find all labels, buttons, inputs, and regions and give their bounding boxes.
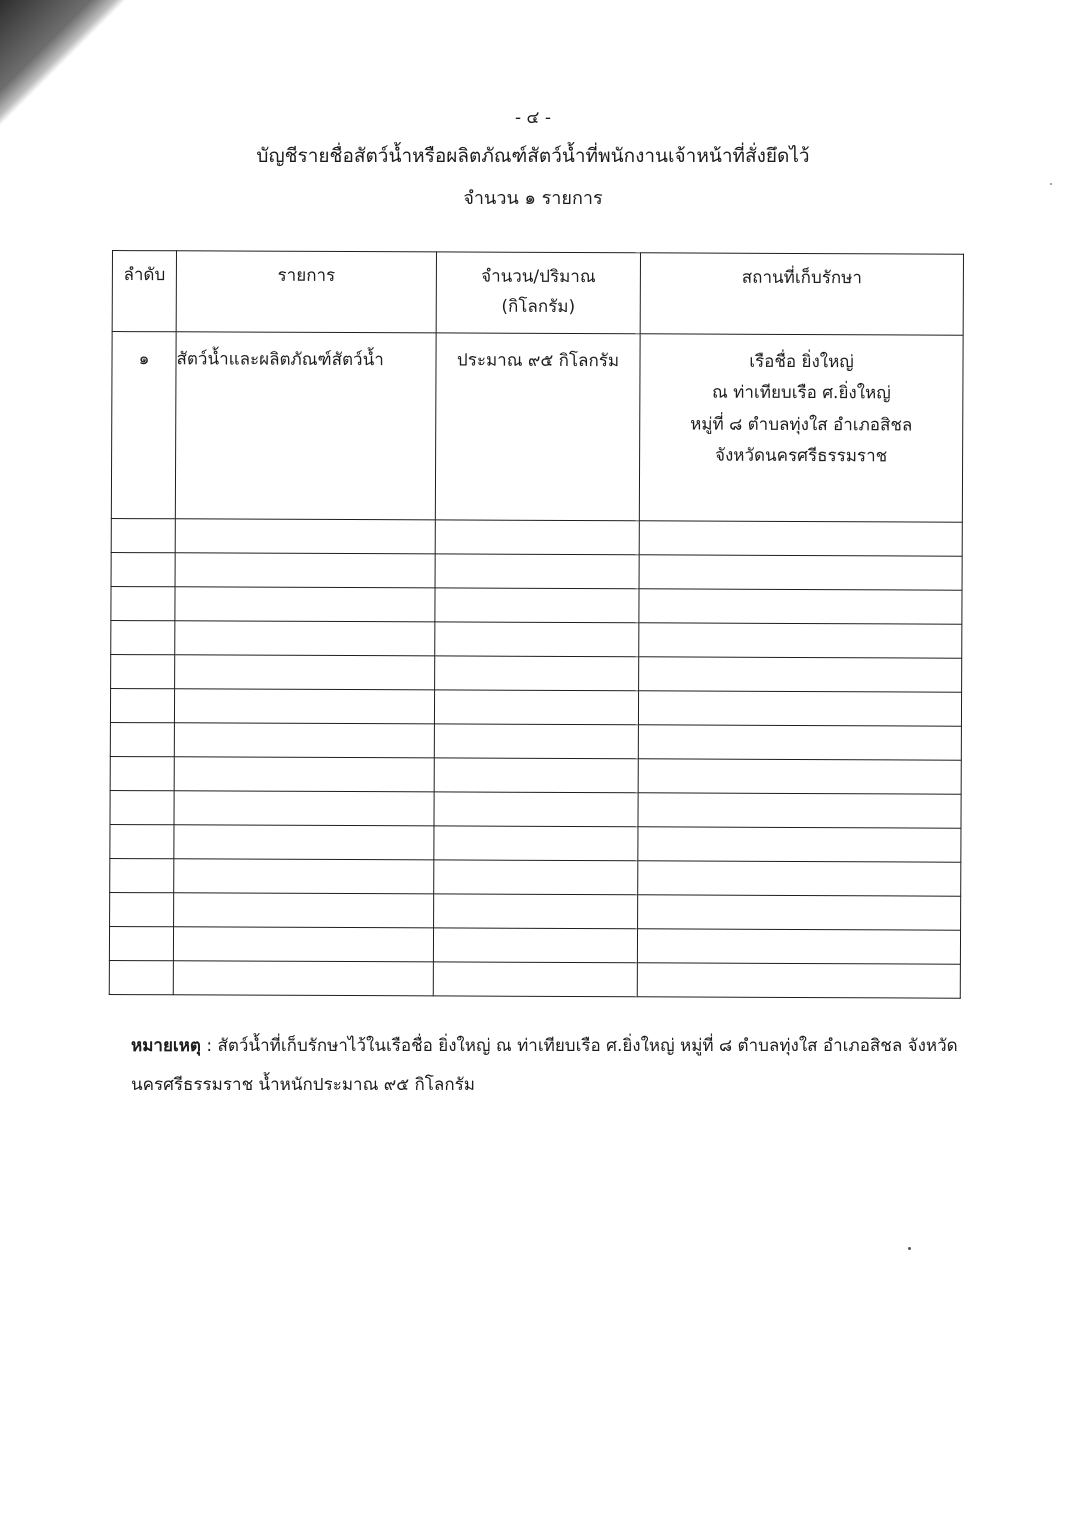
empty-table-row (111, 586, 962, 624)
footnote-label: หมายเหตุ (131, 1036, 201, 1056)
footnote-text: : สัตว์น้ำที่เก็บรักษาไว้ในเรือชื่อ ยิ่งใหญ่ ณ ท่าเทียบเรือ ศ.ยิ่งใหญ่ หมู่ที่ ๘ ตำบลทุ่งใส อำเภอสิชล จังหวัดนครศรีธรรมราช น้ำหนักประมาณ ๙๕ กิโลกรัม (131, 1036, 958, 1096)
table-header-row (112, 251, 963, 336)
empty-table-row (110, 892, 961, 930)
empty-cell (638, 725, 961, 760)
empty-cell (111, 518, 175, 552)
empty-cell (435, 554, 639, 589)
header-item: รายการ (176, 251, 436, 333)
empty-cell (639, 657, 962, 692)
header-qty (436, 252, 640, 334)
empty-table-row (111, 654, 962, 692)
empty-cell (434, 792, 638, 827)
empty-table-row (110, 824, 961, 862)
empty-cell (111, 552, 175, 586)
empty-cell (639, 623, 962, 658)
empty-cell (638, 691, 961, 726)
row-no: ๑ (111, 332, 176, 519)
row-place-line: ณ ท่าเทียบเรือ ศ.ยิ่งใหญ่ (711, 383, 891, 404)
paper-speck (908, 1247, 911, 1250)
empty-cell (435, 622, 639, 657)
header-qty-line2: (กิโลกรัม) (501, 296, 576, 317)
empty-table-row (111, 518, 962, 556)
empty-table-row (109, 960, 960, 998)
empty-cell (434, 826, 638, 861)
empty-cell (435, 588, 639, 623)
empty-cell (639, 521, 962, 556)
empty-table-row (110, 756, 961, 794)
empty-cell (434, 860, 638, 895)
empty-cell (175, 587, 435, 622)
empty-cell (638, 827, 961, 862)
empty-cell (435, 656, 639, 691)
empty-cell (110, 824, 174, 858)
header-place: สถานที่เก็บรักษา (640, 253, 963, 335)
empty-cell (110, 858, 174, 892)
empty-cell (434, 690, 638, 725)
empty-cell (637, 963, 960, 998)
empty-cell (174, 825, 434, 860)
empty-cell (639, 555, 962, 590)
header-no: ลำดับ (112, 251, 176, 332)
header-qty-line1: จำนวน/ปริมาณ (481, 266, 596, 288)
empty-cell (111, 654, 175, 688)
empty-cell (433, 928, 637, 963)
seized-items-table (109, 250, 964, 999)
empty-cell (639, 589, 962, 624)
empty-cell (109, 926, 173, 960)
row-place (639, 334, 963, 522)
row-qty: ประมาณ ๙๕ กิโลกรัม (435, 333, 640, 521)
empty-cell (110, 688, 174, 722)
row-place-line: จังหวัดนครศรีธรรมราช (714, 445, 888, 467)
empty-table-row (110, 790, 961, 828)
empty-table-row (110, 722, 961, 760)
empty-cell (110, 892, 174, 926)
empty-cell (174, 757, 434, 792)
row-item: สัตว์น้ำและผลิตภัณฑ์สัตว์น้ำ (175, 332, 436, 520)
empty-cell (637, 929, 960, 964)
page-number: - ๔ - (515, 108, 551, 128)
seized-items-sheet (109, 250, 964, 999)
empty-table-row (109, 926, 960, 964)
empty-cell (109, 960, 173, 994)
document-subtitle: จำนวน ๑ รายการ (463, 188, 603, 209)
empty-cell (638, 895, 961, 930)
empty-table-row (111, 620, 962, 658)
table-row (111, 332, 963, 523)
empty-cell (173, 927, 433, 962)
empty-cell (638, 793, 961, 828)
empty-cell (433, 962, 637, 997)
row-place-line: เรือชื่อ ยิ่งใหญ่ (749, 351, 854, 373)
empty-cell (174, 723, 434, 758)
empty-cell (110, 790, 174, 824)
empty-table-row (111, 552, 962, 590)
empty-cell (174, 791, 434, 826)
empty-cell (434, 758, 638, 793)
empty-table-row (110, 688, 961, 726)
empty-cell (111, 586, 175, 620)
empty-cell (638, 861, 961, 896)
empty-cell (174, 689, 434, 724)
empty-cell (174, 893, 434, 928)
empty-table-row (110, 858, 961, 896)
empty-cell (175, 655, 435, 690)
empty-cell (174, 859, 434, 894)
empty-cell (111, 620, 175, 654)
empty-cell (110, 722, 174, 756)
empty-cell (434, 724, 638, 759)
empty-cell (110, 756, 174, 790)
empty-cell (175, 553, 435, 588)
document-title: บัญชีรายชื่อสัตว์น้ำหรือผลิตภัณฑ์สัตว์น้ำที่พนักงานเจ้าหน้าที่สั่งยึดไว้ (256, 145, 810, 167)
empty-cell (175, 519, 435, 554)
empty-cell (638, 759, 961, 794)
row-place-line: หมู่ที่ ๘ ตำบลทุ่งใส อำเภอสิชล (690, 414, 913, 436)
footnote (131, 1027, 977, 1105)
empty-cell (173, 961, 433, 996)
empty-cell (434, 894, 638, 929)
empty-cell (175, 621, 435, 656)
empty-cell (435, 520, 639, 555)
